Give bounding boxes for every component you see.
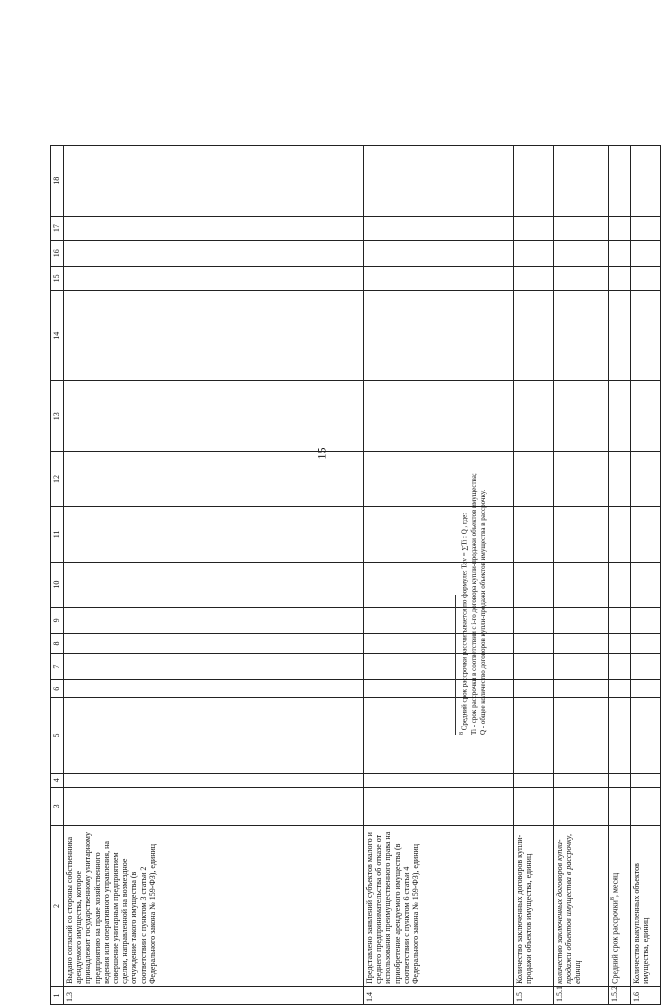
empty-cell (609, 240, 631, 266)
empty-cell (514, 787, 554, 825)
row-number-cell: 1.5 (514, 986, 554, 1004)
col-header: 11 (51, 507, 64, 562)
row-label-suffix: , месяц (610, 872, 620, 898)
empty-cell (64, 451, 364, 506)
empty-cell (364, 451, 514, 506)
empty-cell (554, 290, 609, 381)
empty-cell (64, 290, 364, 381)
row-label-cell (609, 825, 631, 986)
footnote (455, 315, 489, 735)
empty-cell (64, 240, 364, 266)
table-row (609, 146, 631, 1005)
table-row (64, 146, 364, 1005)
table-row (514, 146, 554, 1005)
row-label-text: количество заключенных договоров купли-продажи объектов имущества в рассрочку, единиц (555, 834, 583, 984)
empty-cell (514, 507, 554, 562)
row-number-cell: 1.4 (364, 986, 514, 1004)
empty-cell (554, 266, 609, 290)
empty-cell (609, 680, 631, 698)
empty-cell (554, 562, 609, 607)
empty-cell (554, 698, 609, 773)
footnote-reference: 8 (610, 897, 616, 901)
data-table (50, 145, 661, 1005)
empty-cell (364, 654, 514, 680)
col-header: 10 (51, 562, 64, 607)
empty-cell (609, 146, 631, 217)
empty-cell (554, 146, 609, 217)
col-header: 13 (51, 381, 64, 451)
col-header: 1 (51, 986, 64, 1004)
col-header: 8 (51, 633, 64, 653)
footnote-line: Ti - срок рассрочки в соответствии с i-го договора купли-продажи объектов имущества; (469, 473, 478, 735)
empty-cell (554, 507, 609, 562)
empty-cell (514, 290, 554, 381)
empty-cell (64, 381, 364, 451)
empty-cell (64, 773, 364, 787)
empty-cell (364, 240, 514, 266)
footnote-text: Средний срок рассрочки рассчитывается по формуле: Tav = ∑Ti : Q , где: (460, 512, 469, 731)
empty-cell (364, 266, 514, 290)
row-number-cell: 1.3 (64, 986, 364, 1004)
empty-cell (64, 266, 364, 290)
empty-cell (364, 216, 514, 240)
col-header: 6 (51, 680, 64, 698)
col-header: 14 (51, 290, 64, 381)
row-label-text: Количество заключенных договоров купли-продажи объектов имущества, единиц (515, 834, 534, 984)
row-label-cell (64, 825, 364, 986)
empty-cell (631, 216, 661, 240)
empty-cell (609, 451, 631, 506)
table-row (631, 146, 661, 1005)
empty-cell (631, 773, 661, 787)
empty-cell (554, 680, 609, 698)
empty-cell (364, 633, 514, 653)
empty-cell (64, 216, 364, 240)
empty-cell (554, 240, 609, 266)
empty-cell (364, 146, 514, 217)
empty-cell (609, 507, 631, 562)
empty-cell (64, 680, 364, 698)
empty-cell (64, 787, 364, 825)
col-header: 3 (51, 787, 64, 825)
empty-cell (364, 698, 514, 773)
row-label-text: Средний срок рассрочки (610, 900, 620, 984)
empty-cell (64, 698, 364, 773)
empty-cell (364, 680, 514, 698)
empty-cell (631, 381, 661, 451)
empty-cell (364, 290, 514, 381)
table-row (364, 146, 514, 1005)
row-label-text: Количество выкупленных объектов имущества, единиц (632, 863, 651, 984)
col-header: 5 (51, 698, 64, 773)
header-row (51, 146, 64, 1005)
page-number: 15 (314, 447, 329, 460)
row-label-text: Представлено заявлений субъектов малого и среднего предпринимательства об отказе от использования преимущественного права на приобретение арендуемого имущества (в соответствии с пунктом 6 статьи 4 Федерального закона № 159-ФЗ), единиц (365, 831, 420, 984)
empty-cell (631, 698, 661, 773)
empty-cell (631, 507, 661, 562)
empty-cell (631, 146, 661, 217)
empty-cell (631, 654, 661, 680)
empty-cell (631, 240, 661, 266)
empty-cell (609, 381, 631, 451)
empty-cell (514, 773, 554, 787)
empty-cell (609, 216, 631, 240)
empty-cell (631, 680, 661, 698)
empty-cell (609, 787, 631, 825)
empty-cell (364, 773, 514, 787)
footnote-rule (455, 595, 456, 735)
col-header: 9 (51, 607, 64, 633)
col-header: 4 (51, 773, 64, 787)
empty-cell (514, 607, 554, 633)
row-label-text: Выдано согласий со стороны собственника арендуемого имущества, которое принадлежит государственному унитарному предприятию на праве хозяйственного ведения или оперативного управления, на совершение унитарным предприятием сделки, направленной на возмездное отчуждение такого имущества (в соответствии с пунктом 3 статьи 2 Федерального закона № 159-ФЗ), единиц (65, 832, 157, 984)
empty-cell (64, 146, 364, 217)
empty-cell (609, 654, 631, 680)
empty-cell (514, 562, 554, 607)
empty-cell (64, 633, 364, 653)
row-label-cell (631, 825, 661, 986)
empty-cell (514, 633, 554, 653)
col-header: 12 (51, 451, 64, 506)
row-label-cell (514, 825, 554, 986)
empty-cell (364, 381, 514, 451)
row-number-cell: 1.5.2 (609, 986, 631, 1004)
empty-cell (514, 680, 554, 698)
empty-cell (64, 654, 364, 680)
empty-cell (609, 773, 631, 787)
col-header: 7 (51, 654, 64, 680)
empty-cell (631, 290, 661, 381)
empty-cell (609, 562, 631, 607)
empty-cell (554, 654, 609, 680)
empty-cell (554, 607, 609, 633)
row-number-cell: 1.5.1 (554, 986, 609, 1004)
empty-cell (554, 787, 609, 825)
empty-cell (631, 633, 661, 653)
col-header: 18 (51, 146, 64, 217)
empty-cell (514, 381, 554, 451)
empty-cell (64, 507, 364, 562)
col-header: 17 (51, 216, 64, 240)
empty-cell (631, 451, 661, 506)
row-number-cell: 1.6 (631, 986, 661, 1004)
empty-cell (554, 216, 609, 240)
empty-cell (554, 451, 609, 506)
empty-cell (514, 146, 554, 217)
col-header: 2 (51, 825, 64, 986)
empty-cell (514, 216, 554, 240)
empty-cell (554, 773, 609, 787)
empty-cell (514, 451, 554, 506)
row-label-cell (554, 825, 609, 986)
empty-cell (631, 787, 661, 825)
empty-cell (364, 607, 514, 633)
empty-cell (609, 290, 631, 381)
empty-cell (364, 787, 514, 825)
empty-cell (631, 607, 661, 633)
empty-cell (514, 266, 554, 290)
col-header: 16 (51, 240, 64, 266)
empty-cell (64, 607, 364, 633)
empty-cell (554, 633, 609, 653)
empty-cell (514, 654, 554, 680)
empty-cell (514, 240, 554, 266)
empty-cell (631, 266, 661, 290)
col-header: 15 (51, 266, 64, 290)
empty-cell (631, 562, 661, 607)
empty-cell (609, 266, 631, 290)
footnote-marker: 8 (459, 732, 465, 735)
empty-cell (554, 381, 609, 451)
empty-cell (609, 607, 631, 633)
empty-cell (364, 507, 514, 562)
row-label-cell (364, 825, 514, 986)
footnote-line: Q - общее количество договоров купли-продажи объектов имущества в рассрочку. (479, 489, 488, 735)
empty-cell (609, 633, 631, 653)
empty-cell (64, 562, 364, 607)
table-row (554, 146, 609, 1005)
empty-cell (514, 698, 554, 773)
empty-cell (609, 698, 631, 773)
footnote-line (458, 315, 470, 735)
empty-cell (364, 562, 514, 607)
